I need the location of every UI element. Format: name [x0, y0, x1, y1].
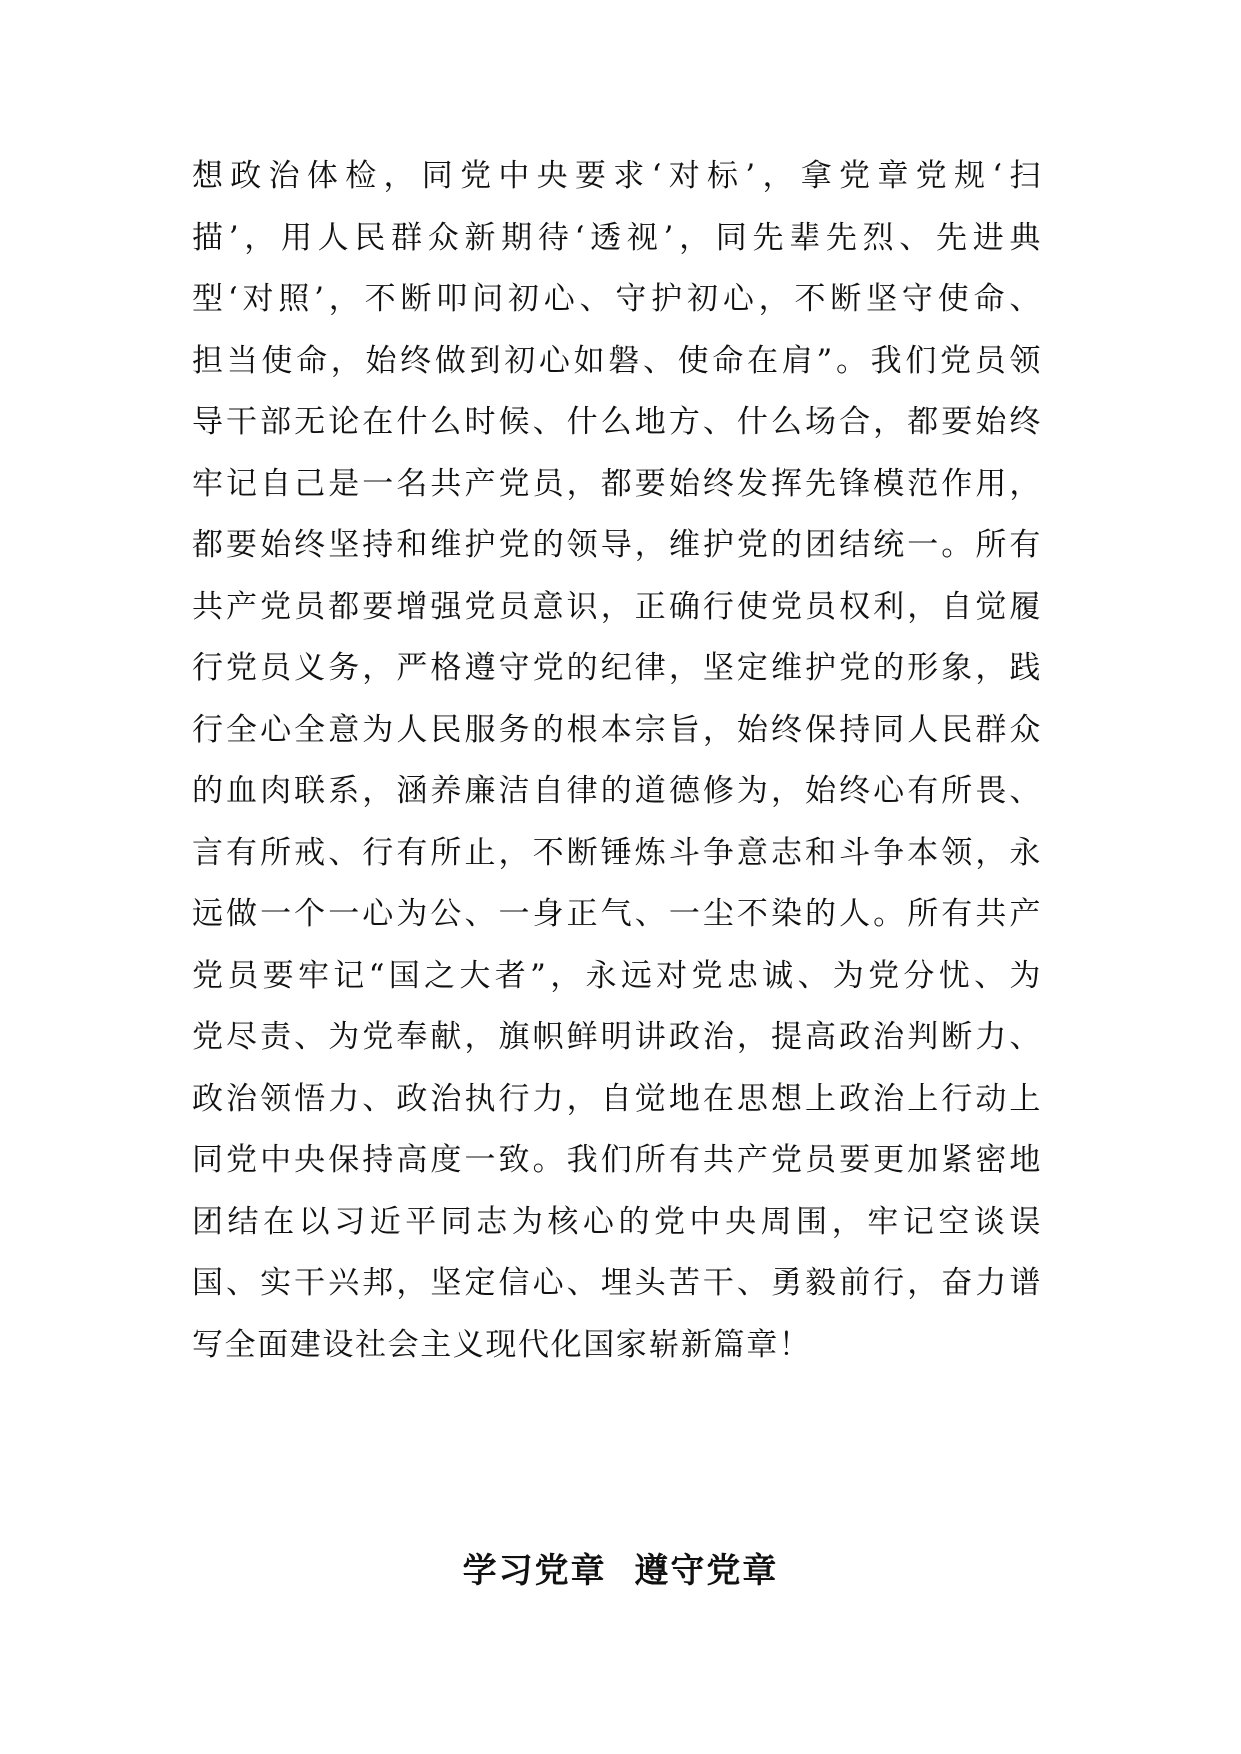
paragraph-line: 同党中央保持高度一致。我们所有共产党员要更加紧密地 [192, 1142, 1042, 1178]
paragraph-line: 的血肉联系，涵养廉洁自律的道德修为，始终心有所畏、 [192, 773, 1042, 809]
paragraph-line: 想政治体检，同党中央要求‘对标’，拿党章党规‘扫 [192, 158, 1042, 194]
paragraph-line: 都要始终坚持和维护党的领导，维护党的团结统一。所有 [192, 527, 1042, 563]
body-paragraph [192, 146, 1042, 1376]
paragraph-line: 行全心全意为人民服务的根本宗旨，始终保持同人民群众 [192, 711, 1042, 748]
paragraph-line: 导干部无论在什么时候、什么地方、什么场合，都要始终 [192, 404, 1042, 440]
paragraph-line: 描’，用人民群众新期待‘透视’，同先辈先烈、先进典 [192, 219, 1042, 256]
paragraph-line: 共产党员都要增强党员意识，正确行使党员权利，自觉履 [192, 588, 1042, 625]
paragraph-line: 远做一个一心为公、一身正气、一尘不染的人。所有共产 [192, 896, 1042, 932]
paragraph-line: 牢记自己是一名共产党员，都要始终发挥先锋模范作用， [192, 465, 1042, 502]
paragraph-line: 言有所戒、行有所止，不断锤炼斗争意志和斗争本领，永 [192, 834, 1042, 871]
paragraph-line: 国、实干兴邦，坚定信心、埋头苦干、勇毅前行，奋力谱 [192, 1265, 1042, 1301]
paragraph-line: 党尽责、为党奉献，旗帜鲜明讲政治，提高政治判断力、 [192, 1019, 1042, 1055]
paragraph-line: 团结在以习近平同志为核心的党中央周围，牢记空谈误 [192, 1203, 1042, 1240]
paragraph-line: 行党员义务，严格遵守党的纪律，坚定维护党的形象，践 [192, 650, 1042, 686]
paragraph-line: 政治领悟力、政治执行力，自觉地在思想上政治上行动上 [192, 1080, 1042, 1117]
paragraph-line: 担当使命，始终做到初心如磐、使命在肩”。我们党员领 [192, 342, 1042, 379]
paragraph-line: 型‘对照’，不断叩问初心、守护初心，不断坚守使命、 [192, 281, 1042, 317]
paragraph-line-last: 写全面建设社会主义现代化国家崭新篇章！ [192, 1326, 812, 1363]
paragraph-line: 党员要牢记“国之大者”，永远对党忠诚、为党分忧、为 [192, 957, 1042, 994]
section-heading: 学习党章 遵守党章 [462, 1551, 779, 1591]
